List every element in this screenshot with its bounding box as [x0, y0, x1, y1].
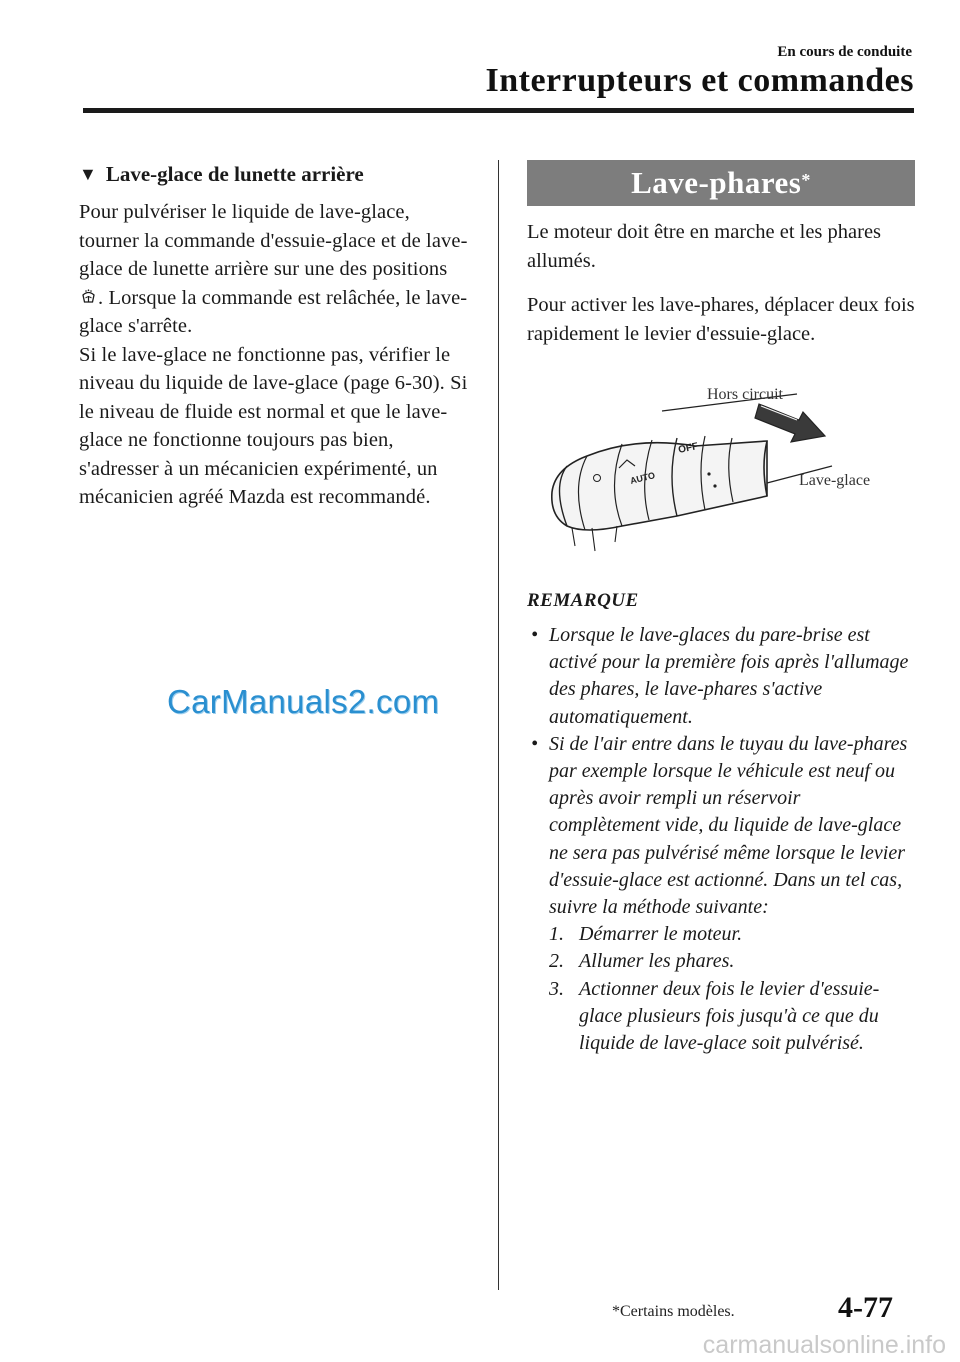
footnote: *Certains modèles. — [612, 1303, 735, 1320]
check-fluid-paragraph: Si le lave-glace ne fonctionne pas, vérifier le niveau du liquide de lave-glace (page 6-30). Si le niveau de fluide est normal et que le lave-glace ne fonctionne toujours pas bien, s'adresser à un mécanicien expérimenté, un mécanicien agréé Mazda est recommandé. — [79, 343, 468, 508]
activation-paragraph: Pour activer les lave-phares, déplacer deux fois rapidement le levier d'essuie-glace. — [527, 294, 915, 345]
wiper-lever-illustration — [527, 366, 915, 576]
stalk-auto-label: AUTO — [629, 470, 657, 486]
step-number: 3. — [549, 977, 564, 1000]
notes-list — [527, 622, 915, 1057]
step-text: Allumer les phares. — [579, 950, 735, 973]
step-item — [549, 976, 915, 1058]
stalk-off-label: OFF — [677, 441, 700, 456]
section-heading — [79, 160, 471, 188]
step-number: 2. — [549, 950, 564, 973]
step-number: 1. — [549, 923, 564, 946]
column-divider — [498, 160, 499, 1290]
label-off: Hors circuit — [707, 386, 783, 403]
step-item — [549, 921, 915, 948]
steps-list — [549, 921, 915, 1057]
right-column — [527, 160, 915, 1057]
section-banner — [527, 160, 915, 206]
text-after-icon: . Lorsque la commande est relâchée, le lave-glace s'arrête. — [79, 286, 468, 337]
remarque-heading: REMARQUE — [527, 590, 639, 611]
bullet-icon: • — [531, 732, 539, 755]
step-text: Démarrer le moteur. — [579, 923, 743, 946]
label-washer: Lave-glace — [799, 472, 871, 489]
rear-washer-icon — [81, 289, 96, 305]
page-title: Interrupteurs et commandes — [485, 62, 914, 99]
asterisk-mark: * — [801, 169, 811, 190]
site-watermark: carmanualsonline.info — [702, 1331, 946, 1359]
watermark-logo: CarManuals2.com — [167, 683, 440, 720]
page-number: 4-77 — [838, 1291, 893, 1324]
rear-washer-paragraph — [79, 198, 471, 341]
header-rule — [83, 108, 914, 113]
note-item — [527, 731, 915, 1057]
note-item — [527, 622, 915, 731]
step-item — [549, 948, 915, 975]
triangle-marker-icon: ▼ — [79, 164, 97, 184]
section-heading-text: Lave-glace de lunette arrière — [105, 162, 364, 186]
text-before-icon: Pour pulvériser le liquide de lave-glace, tourner la commande d'essuie-glace et de lave-glace de lunette arrière sur une des positions — [79, 201, 468, 280]
banner-title: Lave-phares — [631, 165, 802, 200]
note-text: Si de l'air entre dans le tuyau du lave-phares par exemple lorsque le véhicule est neuf ou après avoir rempli un réservoir complètement vide, du liquide de lave-glace ne sera pas pulvérisé même lorsque le levier d'essuie-glace est actionné. Dans un tel cas, suivre la méthode suivante: — [549, 732, 908, 919]
intro-paragraph: Le moteur doit être en marche et les phares allumés. — [527, 221, 882, 272]
bullet-icon: • — [531, 624, 539, 646]
step-text: Actionner deux fois le levier d'essuie-glace plusieurs fois jusqu'à ce que du liquide de lave-glace soit pulvérisé. — [579, 977, 880, 1055]
section-label: En cours de conduite — [777, 44, 912, 60]
left-column — [79, 160, 471, 512]
note-text: Lorsque le lave-glaces du pare-brise est activé pour la première fois après l'allumage des phares, le lave-phares s'active automatiquement. — [549, 624, 909, 728]
